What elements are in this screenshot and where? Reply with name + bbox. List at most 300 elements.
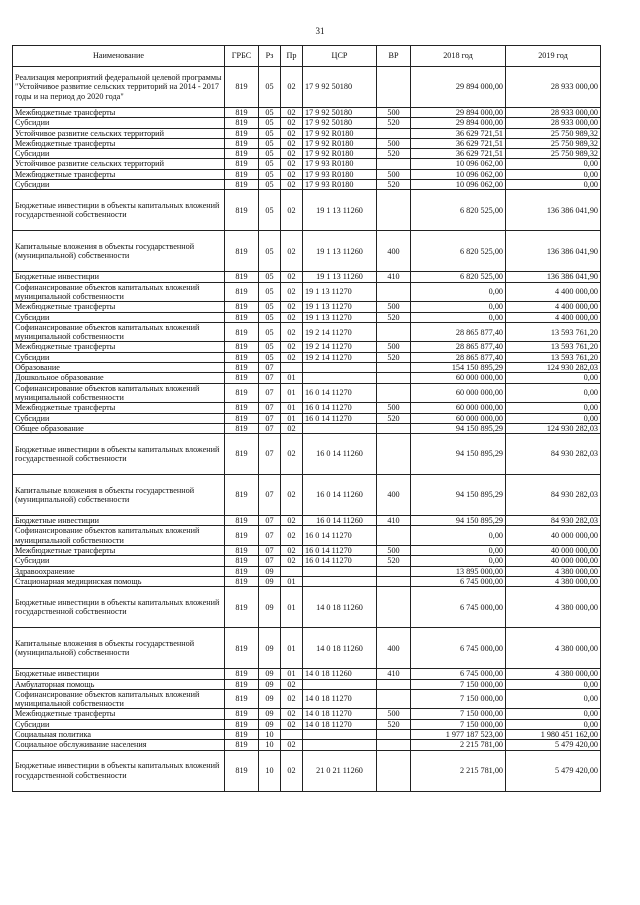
row-csr-cell: 16 0 14 11270 — [303, 556, 377, 566]
row-2018-cell: 0,00 — [411, 546, 506, 556]
row-2019-cell: 0,00 — [506, 679, 601, 689]
row-name-cell: Капитальные вложения в объекты государственной (муниципальной) собственности — [13, 628, 225, 669]
row-rz-cell: 10 — [259, 740, 281, 750]
row-csr-cell: 19 1 13 11270 — [303, 312, 377, 322]
row-rz-cell: 07 — [259, 373, 281, 383]
row-2018-cell: 94 150 895,29 — [411, 434, 506, 475]
row-rz-cell: 09 — [259, 689, 281, 709]
row-name-cell: Бюджетные инвестиции в объекты капитальных вложений государственной собственности — [13, 434, 225, 475]
row-rz-cell: 05 — [259, 302, 281, 312]
row-2018-cell: 2 215 781,00 — [411, 750, 506, 791]
row-vr-cell: 520 — [377, 312, 411, 322]
header-name: Наименование — [13, 46, 225, 67]
row-2019-cell: 4 380 000,00 — [506, 669, 601, 679]
row-2019-cell: 0,00 — [506, 719, 601, 729]
table-row — [13, 729, 601, 739]
row-vr-cell: 500 — [377, 342, 411, 352]
row-grbs-cell: 819 — [225, 740, 259, 750]
row-rz-cell: 09 — [259, 679, 281, 689]
row-pr-cell: 02 — [281, 423, 303, 433]
row-name-cell: Бюджетные инвестиции — [13, 669, 225, 679]
row-vr-cell — [377, 190, 411, 231]
row-pr-cell — [281, 363, 303, 373]
table-row — [13, 169, 601, 179]
row-grbs-cell: 819 — [225, 679, 259, 689]
row-pr-cell: 02 — [281, 149, 303, 159]
row-2018-cell: 7 150 000,00 — [411, 689, 506, 709]
row-csr-cell — [303, 566, 377, 576]
row-rz-cell: 05 — [259, 67, 281, 108]
row-rz-cell: 05 — [259, 138, 281, 148]
row-2018-cell: 10 096 062,00 — [411, 159, 506, 169]
table-row — [13, 373, 601, 383]
row-2019-cell: 28 933 000,00 — [506, 118, 601, 128]
row-2018-cell: 6 820 525,00 — [411, 231, 506, 272]
row-name-cell: Бюджетные инвестиции в объекты капитальных вложений государственной собственности — [13, 750, 225, 791]
row-2018-cell: 28 865 877,40 — [411, 342, 506, 352]
row-grbs-cell: 819 — [225, 231, 259, 272]
row-2018-cell: 6 820 525,00 — [411, 190, 506, 231]
table-row — [13, 138, 601, 148]
row-vr-cell — [377, 750, 411, 791]
table-row — [13, 526, 601, 546]
row-rz-cell: 05 — [259, 322, 281, 342]
row-rz-cell: 05 — [259, 312, 281, 322]
table-row — [13, 740, 601, 750]
row-vr-cell: 520 — [377, 413, 411, 423]
row-rz-cell: 07 — [259, 413, 281, 423]
row-2018-cell: 94 150 895,29 — [411, 516, 506, 526]
budget-table — [12, 45, 601, 792]
row-2019-cell: 25 750 989,32 — [506, 128, 601, 138]
row-name-cell: Субсидии — [13, 180, 225, 190]
row-vr-cell — [377, 566, 411, 576]
row-grbs-cell: 819 — [225, 566, 259, 576]
row-pr-cell: 02 — [281, 67, 303, 108]
row-grbs-cell: 819 — [225, 628, 259, 669]
row-vr-cell: 520 — [377, 149, 411, 159]
row-csr-cell: 19 1 13 11260 — [303, 231, 377, 272]
row-name-cell: Бюджетные инвестиции — [13, 516, 225, 526]
row-2018-cell: 6 820 525,00 — [411, 272, 506, 282]
row-pr-cell: 02 — [281, 128, 303, 138]
row-vr-cell — [377, 282, 411, 302]
row-grbs-cell: 819 — [225, 312, 259, 322]
row-grbs-cell: 819 — [225, 159, 259, 169]
row-csr-cell — [303, 373, 377, 383]
row-pr-cell: 02 — [281, 282, 303, 302]
row-name-cell: Межбюджетные трансферты — [13, 342, 225, 352]
row-grbs-cell: 819 — [225, 322, 259, 342]
row-2019-cell: 40 000 000,00 — [506, 556, 601, 566]
row-rz-cell: 09 — [259, 576, 281, 586]
row-csr-cell — [303, 729, 377, 739]
table-row — [13, 190, 601, 231]
row-csr-cell: 14 0 18 11260 — [303, 628, 377, 669]
row-grbs-cell: 819 — [225, 576, 259, 586]
row-vr-cell: 520 — [377, 180, 411, 190]
row-grbs-cell: 819 — [225, 729, 259, 739]
row-2019-cell: 13 593 761,20 — [506, 352, 601, 362]
row-name-cell: Бюджетные инвестиции — [13, 272, 225, 282]
row-grbs-cell: 819 — [225, 546, 259, 556]
row-grbs-cell: 819 — [225, 556, 259, 566]
row-2019-cell: 136 386 041,90 — [506, 272, 601, 282]
row-2019-cell: 25 750 989,32 — [506, 149, 601, 159]
row-2018-cell: 94 150 895,29 — [411, 423, 506, 433]
row-2019-cell: 84 930 282,03 — [506, 475, 601, 516]
row-2019-cell: 0,00 — [506, 373, 601, 383]
row-pr-cell: 02 — [281, 689, 303, 709]
table-row — [13, 516, 601, 526]
row-name-cell: Бюджетные инвестиции в объекты капитальных вложений государственной собственности — [13, 190, 225, 231]
row-2019-cell: 4 380 000,00 — [506, 566, 601, 576]
row-name-cell: Субсидии — [13, 719, 225, 729]
row-2018-cell: 28 865 877,40 — [411, 322, 506, 342]
table-row — [13, 679, 601, 689]
row-rz-cell: 05 — [259, 272, 281, 282]
row-2018-cell: 10 096 062,00 — [411, 169, 506, 179]
row-csr-cell: 14 0 18 11270 — [303, 689, 377, 709]
table-row — [13, 413, 601, 423]
row-rz-cell: 07 — [259, 423, 281, 433]
row-csr-cell: 14 0 18 11270 — [303, 719, 377, 729]
row-rz-cell: 05 — [259, 118, 281, 128]
row-vr-cell — [377, 679, 411, 689]
row-2019-cell: 0,00 — [506, 403, 601, 413]
row-2018-cell: 6 745 000,00 — [411, 587, 506, 628]
row-csr-cell: 16 0 14 11270 — [303, 403, 377, 413]
row-vr-cell — [377, 576, 411, 586]
row-csr-cell: 17 9 92 50180 — [303, 67, 377, 108]
row-2019-cell: 0,00 — [506, 169, 601, 179]
row-pr-cell: 02 — [281, 434, 303, 475]
header-2018: 2018 год — [411, 46, 506, 67]
row-csr-cell: 17 9 93 R0180 — [303, 159, 377, 169]
row-pr-cell — [281, 566, 303, 576]
row-rz-cell: 09 — [259, 587, 281, 628]
row-name-cell: Межбюджетные трансферты — [13, 169, 225, 179]
row-rz-cell: 07 — [259, 556, 281, 566]
row-csr-cell: 21 0 21 11260 — [303, 750, 377, 791]
table-row — [13, 342, 601, 352]
row-2019-cell: 136 386 041,90 — [506, 231, 601, 272]
row-2018-cell: 29 894 000,00 — [411, 108, 506, 118]
row-vr-cell: 520 — [377, 719, 411, 729]
row-2019-cell: 84 930 282,03 — [506, 516, 601, 526]
table-row — [13, 272, 601, 282]
row-2019-cell: 40 000 000,00 — [506, 546, 601, 556]
row-2019-cell: 0,00 — [506, 709, 601, 719]
row-2018-cell: 6 745 000,00 — [411, 628, 506, 669]
table-row — [13, 628, 601, 669]
row-2018-cell: 7 150 000,00 — [411, 679, 506, 689]
row-csr-cell: 17 9 92 R0180 — [303, 128, 377, 138]
row-name-cell: Социальное обслуживание населения — [13, 740, 225, 750]
table-row — [13, 566, 601, 576]
row-2019-cell: 1 980 451 162,00 — [506, 729, 601, 739]
row-csr-cell: 16 0 14 11270 — [303, 526, 377, 546]
row-rz-cell: 05 — [259, 128, 281, 138]
row-pr-cell: 02 — [281, 169, 303, 179]
row-name-cell: Межбюджетные трансферты — [13, 138, 225, 148]
row-vr-cell: 500 — [377, 138, 411, 148]
row-csr-cell: 17 9 92 R0180 — [303, 138, 377, 148]
row-vr-cell: 410 — [377, 516, 411, 526]
row-2018-cell: 13 895 000,00 — [411, 566, 506, 576]
row-2018-cell: 60 000 000,00 — [411, 413, 506, 423]
row-rz-cell: 05 — [259, 169, 281, 179]
row-pr-cell: 02 — [281, 180, 303, 190]
table-row — [13, 576, 601, 586]
row-name-cell: Межбюджетные трансферты — [13, 108, 225, 118]
row-2019-cell: 28 933 000,00 — [506, 67, 601, 108]
row-pr-cell: 02 — [281, 750, 303, 791]
row-2018-cell: 29 894 000,00 — [411, 67, 506, 108]
row-2018-cell: 6 745 000,00 — [411, 576, 506, 586]
row-pr-cell: 02 — [281, 526, 303, 546]
row-csr-cell: 16 0 14 11270 — [303, 546, 377, 556]
row-csr-cell: 19 2 14 11270 — [303, 342, 377, 352]
row-2018-cell: 0,00 — [411, 556, 506, 566]
row-pr-cell: 02 — [281, 118, 303, 128]
row-2019-cell: 0,00 — [506, 413, 601, 423]
row-vr-cell: 500 — [377, 108, 411, 118]
row-csr-cell: 17 9 92 50180 — [303, 118, 377, 128]
row-pr-cell: 02 — [281, 159, 303, 169]
table-row — [13, 67, 601, 108]
row-grbs-cell: 819 — [225, 108, 259, 118]
row-rz-cell: 07 — [259, 516, 281, 526]
row-rz-cell: 09 — [259, 628, 281, 669]
row-pr-cell: 02 — [281, 272, 303, 282]
row-pr-cell: 02 — [281, 709, 303, 719]
row-name-cell: Субсидии — [13, 118, 225, 128]
row-2018-cell: 60 000 000,00 — [411, 383, 506, 403]
row-2019-cell: 5 479 420,00 — [506, 740, 601, 750]
row-2018-cell: 0,00 — [411, 312, 506, 322]
table-row — [13, 750, 601, 791]
row-rz-cell: 07 — [259, 403, 281, 413]
row-vr-cell — [377, 526, 411, 546]
row-2018-cell: 94 150 895,29 — [411, 475, 506, 516]
row-2018-cell: 2 215 781,00 — [411, 740, 506, 750]
table-row — [13, 302, 601, 312]
table-row — [13, 403, 601, 413]
row-rz-cell: 09 — [259, 719, 281, 729]
row-rz-cell: 10 — [259, 729, 281, 739]
row-vr-cell: 500 — [377, 169, 411, 179]
row-vr-cell: 520 — [377, 556, 411, 566]
row-grbs-cell: 819 — [225, 526, 259, 546]
row-vr-cell — [377, 383, 411, 403]
row-csr-cell — [303, 740, 377, 750]
row-rz-cell: 05 — [259, 190, 281, 231]
table-row — [13, 556, 601, 566]
row-pr-cell — [281, 729, 303, 739]
row-pr-cell: 02 — [281, 546, 303, 556]
row-2019-cell: 28 933 000,00 — [506, 108, 601, 118]
table-row — [13, 159, 601, 169]
table-row — [13, 363, 601, 373]
row-grbs-cell: 819 — [225, 190, 259, 231]
row-2019-cell: 0,00 — [506, 180, 601, 190]
table-row — [13, 423, 601, 433]
row-grbs-cell: 819 — [225, 67, 259, 108]
row-csr-cell — [303, 679, 377, 689]
row-rz-cell: 09 — [259, 566, 281, 576]
row-grbs-cell: 819 — [225, 516, 259, 526]
row-2019-cell: 4 380 000,00 — [506, 587, 601, 628]
row-grbs-cell: 819 — [225, 342, 259, 352]
row-vr-cell: 500 — [377, 546, 411, 556]
row-vr-cell — [377, 434, 411, 475]
row-2019-cell: 0,00 — [506, 159, 601, 169]
row-rz-cell: 05 — [259, 159, 281, 169]
row-grbs-cell: 819 — [225, 128, 259, 138]
table-row — [13, 322, 601, 342]
row-csr-cell — [303, 363, 377, 373]
table-header-row — [13, 46, 601, 67]
table-row — [13, 282, 601, 302]
row-name-cell: Межбюджетные трансферты — [13, 546, 225, 556]
row-csr-cell: 14 0 18 11270 — [303, 709, 377, 719]
row-grbs-cell: 819 — [225, 373, 259, 383]
row-csr-cell: 17 9 93 R0180 — [303, 169, 377, 179]
row-2019-cell: 4 400 000,00 — [506, 282, 601, 302]
row-rz-cell: 05 — [259, 108, 281, 118]
row-2018-cell: 36 629 721,51 — [411, 128, 506, 138]
table-row — [13, 108, 601, 118]
row-2019-cell: 4 400 000,00 — [506, 312, 601, 322]
row-csr-cell: 19 1 13 11270 — [303, 302, 377, 312]
row-grbs-cell: 819 — [225, 282, 259, 302]
row-grbs-cell: 819 — [225, 169, 259, 179]
row-name-cell: Капитальные вложения в объекты государственной (муниципальной) собственности — [13, 231, 225, 272]
row-name-cell: Софинансирование объектов капитальных вложений муниципальной собственности — [13, 322, 225, 342]
row-vr-cell: 500 — [377, 403, 411, 413]
row-vr-cell — [377, 740, 411, 750]
row-grbs-cell: 819 — [225, 138, 259, 148]
row-2018-cell: 0,00 — [411, 526, 506, 546]
row-pr-cell: 01 — [281, 669, 303, 679]
row-pr-cell: 02 — [281, 342, 303, 352]
table-row — [13, 352, 601, 362]
row-name-cell: Устойчивое развитие сельских территорий — [13, 159, 225, 169]
row-rz-cell: 05 — [259, 231, 281, 272]
row-pr-cell: 02 — [281, 231, 303, 272]
row-csr-cell — [303, 576, 377, 586]
row-grbs-cell: 819 — [225, 669, 259, 679]
row-csr-cell: 19 2 14 11270 — [303, 322, 377, 342]
header-csr: ЦСР — [303, 46, 377, 67]
row-rz-cell: 07 — [259, 526, 281, 546]
table-row — [13, 383, 601, 403]
row-name-cell: Субсидии — [13, 149, 225, 159]
row-pr-cell: 02 — [281, 312, 303, 322]
row-pr-cell: 01 — [281, 383, 303, 403]
header-vr: ВР — [377, 46, 411, 67]
page-number: 31 — [315, 26, 325, 36]
row-name-cell: Дошкольное образование — [13, 373, 225, 383]
row-pr-cell: 02 — [281, 108, 303, 118]
row-2018-cell: 6 745 000,00 — [411, 669, 506, 679]
row-grbs-cell: 819 — [225, 750, 259, 791]
row-vr-cell: 400 — [377, 231, 411, 272]
row-2019-cell: 5 479 420,00 — [506, 750, 601, 791]
row-2019-cell: 84 930 282,03 — [506, 434, 601, 475]
row-name-cell: Стационарная медицинская помощь — [13, 576, 225, 586]
row-2018-cell: 10 096 062,00 — [411, 180, 506, 190]
row-pr-cell: 02 — [281, 516, 303, 526]
row-rz-cell: 07 — [259, 546, 281, 556]
row-grbs-cell: 819 — [225, 719, 259, 729]
row-grbs-cell: 819 — [225, 413, 259, 423]
row-name-cell: Амбулаторная помощь — [13, 679, 225, 689]
row-rz-cell: 10 — [259, 750, 281, 791]
row-csr-cell: 17 9 93 R0180 — [303, 180, 377, 190]
row-pr-cell: 01 — [281, 628, 303, 669]
row-grbs-cell: 819 — [225, 363, 259, 373]
table-row — [13, 312, 601, 322]
row-csr-cell: 16 0 14 11260 — [303, 516, 377, 526]
row-grbs-cell: 819 — [225, 302, 259, 312]
table-row — [13, 709, 601, 719]
row-pr-cell: 02 — [281, 475, 303, 516]
row-csr-cell: 16 0 14 11260 — [303, 434, 377, 475]
row-2018-cell: 154 150 895,29 — [411, 363, 506, 373]
row-pr-cell: 02 — [281, 352, 303, 362]
row-grbs-cell: 819 — [225, 180, 259, 190]
row-csr-cell: 16 0 14 11260 — [303, 475, 377, 516]
row-vr-cell: 520 — [377, 118, 411, 128]
row-grbs-cell: 819 — [225, 423, 259, 433]
row-csr-cell: 19 1 13 11270 — [303, 282, 377, 302]
row-vr-cell — [377, 587, 411, 628]
row-name-cell: Субсидии — [13, 556, 225, 566]
row-rz-cell: 05 — [259, 180, 281, 190]
row-name-cell: Межбюджетные трансферты — [13, 302, 225, 312]
table-row — [13, 149, 601, 159]
row-name-cell: Здравоохранение — [13, 566, 225, 576]
row-pr-cell: 01 — [281, 576, 303, 586]
row-vr-cell — [377, 423, 411, 433]
row-name-cell: Софинансирование объектов капитальных вложений муниципальной собственности — [13, 526, 225, 546]
row-pr-cell: 02 — [281, 138, 303, 148]
row-2018-cell: 60 000 000,00 — [411, 373, 506, 383]
row-2019-cell: 40 000 000,00 — [506, 526, 601, 546]
row-grbs-cell: 819 — [225, 403, 259, 413]
row-csr-cell: 14 0 18 11260 — [303, 669, 377, 679]
row-grbs-cell: 819 — [225, 434, 259, 475]
row-name-cell: Межбюджетные трансферты — [13, 709, 225, 719]
row-name-cell: Реализация мероприятий федеральной целевой программы "Устойчивое развитие сельских территорий на 2014 - 2017 годы и на период до 2020 года" — [13, 67, 225, 108]
table-row — [13, 231, 601, 272]
row-2018-cell: 60 000 000,00 — [411, 403, 506, 413]
row-pr-cell: 02 — [281, 322, 303, 342]
row-csr-cell: 14 0 18 11260 — [303, 587, 377, 628]
table-row — [13, 475, 601, 516]
row-2018-cell: 1 977 187 523,00 — [411, 729, 506, 739]
row-2019-cell: 4 380 000,00 — [506, 628, 601, 669]
row-grbs-cell: 819 — [225, 352, 259, 362]
row-grbs-cell: 819 — [225, 272, 259, 282]
row-name-cell: Межбюджетные трансферты — [13, 403, 225, 413]
table-row — [13, 689, 601, 709]
row-rz-cell: 07 — [259, 475, 281, 516]
row-pr-cell: 02 — [281, 719, 303, 729]
row-grbs-cell: 819 — [225, 709, 259, 719]
